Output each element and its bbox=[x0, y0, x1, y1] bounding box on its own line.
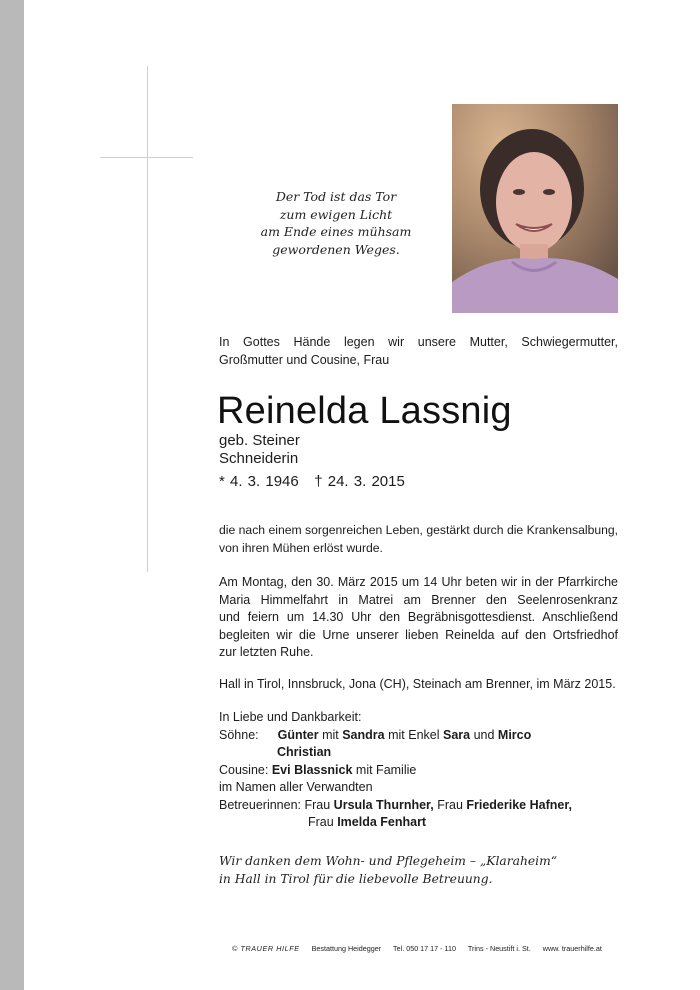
mourner-name: Sara bbox=[442, 727, 471, 742]
cousin-label: Cousine: bbox=[219, 762, 269, 777]
thanks-line: in Hall in Tirol für die liebevolle Betreuung. bbox=[219, 872, 493, 886]
mourner-name: Mirco bbox=[497, 727, 532, 742]
mourner-name: Imelda Fenhart bbox=[337, 815, 427, 829]
mourners-intro: In Liebe und Dankbarkeit: bbox=[219, 710, 362, 724]
memorial-quote bbox=[243, 188, 429, 258]
deceased-name: Reinelda Lassnig bbox=[217, 390, 512, 432]
life-dates: * 4. 3. 1946 † 24. 3. 2015 bbox=[219, 473, 405, 490]
footer bbox=[232, 944, 632, 954]
thanks-note bbox=[219, 852, 639, 888]
footer-company: Bestattung Heidegger bbox=[311, 944, 382, 953]
passing-paragraph bbox=[219, 522, 618, 557]
quote-line: gewordenen Weges. bbox=[272, 241, 400, 257]
connector-text: mit bbox=[322, 727, 339, 742]
footer-website: www. trauerhilfe.at bbox=[542, 944, 602, 953]
quote-line: am Ende eines mühsam bbox=[260, 224, 412, 239]
portrait-photo bbox=[452, 104, 618, 313]
mourners-list bbox=[219, 709, 618, 832]
carers-line-continued bbox=[219, 814, 618, 832]
cross-horizontal-line bbox=[100, 157, 193, 158]
footer-logo: © TRAUER HILFE bbox=[232, 944, 300, 953]
footer-phone: Tel. 050 17 17 - 110 bbox=[393, 944, 457, 953]
connector-text: Frau bbox=[437, 797, 463, 812]
mourner-name: Friederike Hafner, bbox=[466, 797, 572, 812]
paragraph-line: die nach einem sorgenreichen Leben, gestärkt durch die Krankensalbung, bbox=[219, 523, 619, 537]
mourner-name: Günter bbox=[277, 727, 319, 742]
intro-line: In Gottes Hände legen wir unsere Mutter, Schwiegermutter, bbox=[219, 335, 618, 349]
paragraph-line: und feiern um 14.30 Uhr den Begräbnisgottesdienst. Anschließend bbox=[219, 610, 618, 624]
carers-line bbox=[219, 797, 618, 815]
paragraph-line: Maria Himmelfahrt in Matrei am Brenner den Seelenrosenkranz bbox=[219, 592, 618, 607]
paragraph-line: Am Montag, den 30. März 2015 um 14 Uhr beten wir in der Pfarrkirche bbox=[219, 575, 618, 589]
intro-text bbox=[219, 334, 618, 369]
footer-location: Trins - Neustift i. St. bbox=[467, 944, 531, 953]
connector-text: mit Enkel bbox=[388, 727, 440, 742]
paragraph-line: von ihren Mühen erlöst wurde. bbox=[219, 540, 383, 555]
connector-text: und bbox=[473, 727, 495, 742]
carers-label: Betreuerinnen: Frau bbox=[219, 797, 331, 812]
funeral-paragraph bbox=[219, 574, 618, 662]
sons-label: Söhne: bbox=[219, 727, 259, 742]
mourner-name: Christian bbox=[277, 745, 332, 759]
mourner-name: Ursula Thurnher, bbox=[333, 797, 434, 812]
maiden-name: geb. Steiner bbox=[219, 432, 300, 449]
relatives-line: im Namen aller Verwandten bbox=[219, 780, 373, 794]
sons-line bbox=[219, 727, 618, 745]
intro-line: Großmutter und Cousine, Frau bbox=[219, 352, 390, 367]
mourner-name: Sandra bbox=[342, 727, 385, 742]
cross-vertical-line bbox=[147, 66, 148, 572]
sons-line-continued bbox=[219, 744, 618, 762]
paragraph-line: zur letzten Ruhe. bbox=[219, 645, 314, 659]
portrait-illustration bbox=[452, 104, 618, 313]
cousin-line bbox=[219, 762, 618, 780]
paragraph-line: begleiten wir die Urne unserer lieben Reinelda auf den Ortsfriedhof bbox=[219, 627, 618, 642]
quote-line: zum ewigen Licht bbox=[279, 206, 393, 222]
connector-text: Frau bbox=[308, 815, 334, 829]
quote-line: Der Tod ist das Tor bbox=[275, 189, 397, 204]
left-margin-bar bbox=[0, 0, 24, 990]
thanks-line: Wir danken dem Wohn- und Pflegeheim – „Klaraheim“ bbox=[219, 854, 558, 868]
connector-text: mit Familie bbox=[355, 762, 417, 777]
profession: Schneiderin bbox=[219, 450, 299, 467]
mourner-name: Evi Blassnick bbox=[271, 762, 353, 777]
place-and-date: Hall in Tirol, Innsbruck, Jona (CH), Steinach am Brenner, im März 2015. bbox=[219, 677, 616, 691]
